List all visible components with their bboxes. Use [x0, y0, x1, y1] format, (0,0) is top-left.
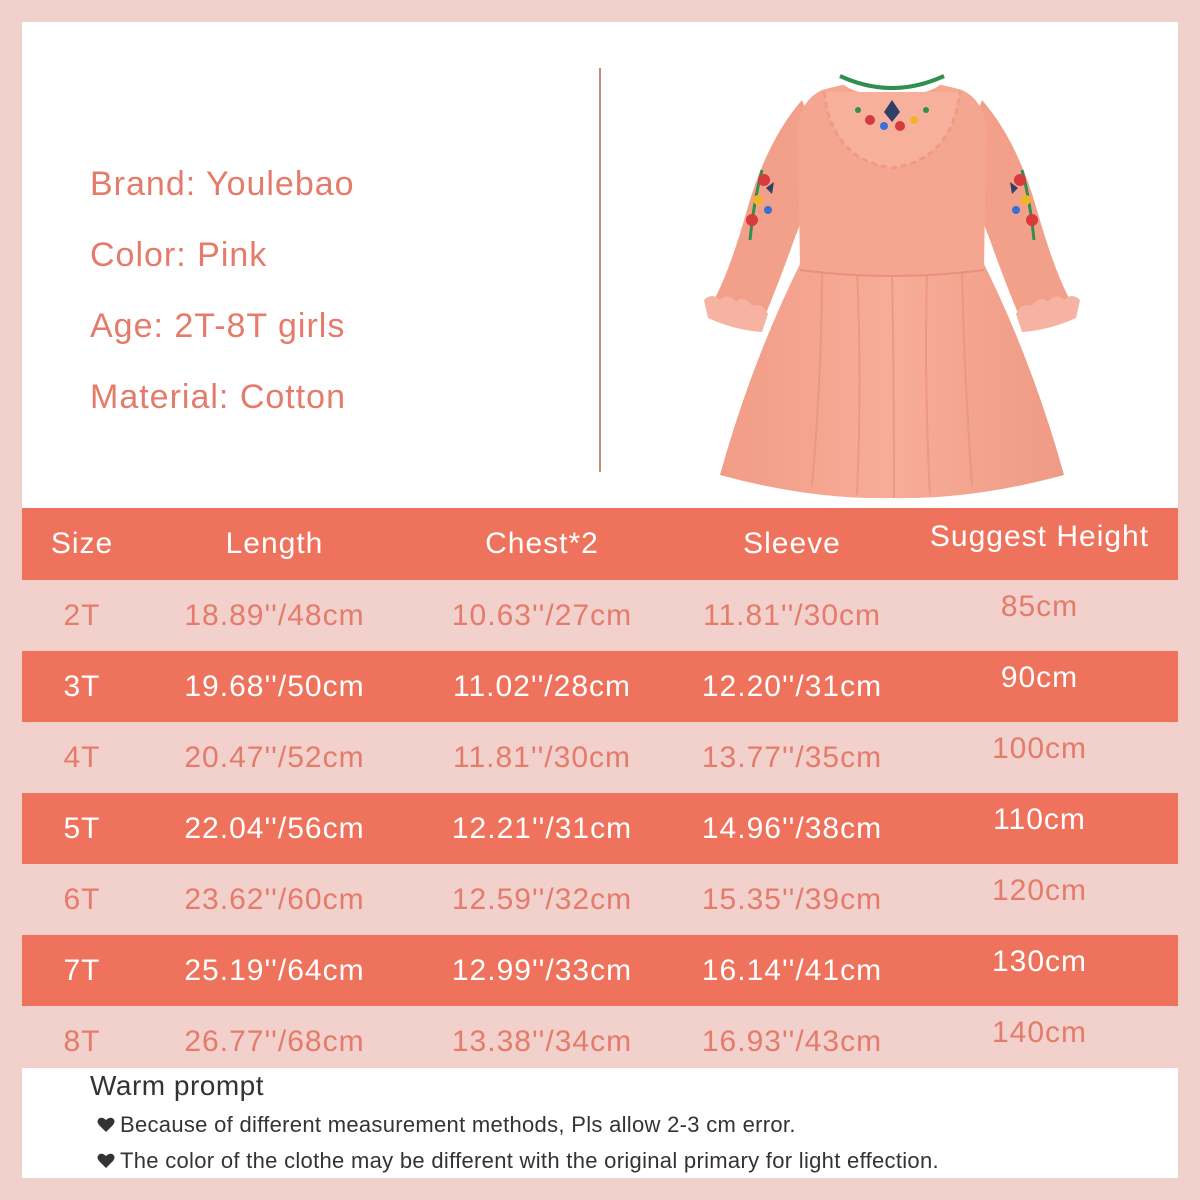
- cell-sleeve: 12.20''/31cm: [701, 669, 883, 703]
- notes-title: Warm prompt: [90, 1070, 265, 1101]
- cell-sleeve: 16.14''/41cm: [701, 953, 883, 987]
- note-text: Because of different measurement methods, Pls allow 2-3 cm error.: [120, 1112, 796, 1137]
- cell-sleeve: 14.96''/38cm: [701, 811, 883, 845]
- cell-chest: 11.81''/30cm: [453, 740, 631, 774]
- cell-size: 2T: [63, 598, 101, 632]
- header-chest: Chest*2: [485, 527, 599, 560]
- product-image: [672, 30, 1112, 500]
- cell-height: 100cm: [991, 732, 1088, 765]
- table-row: [22, 864, 1178, 935]
- cell-chest: 13.38''/34cm: [451, 1024, 633, 1058]
- note-text: The color of the clothe may be different with the original primary for light effection.: [120, 1148, 939, 1173]
- cell-length: 25.19''/64cm: [184, 953, 365, 987]
- cell-sleeve: 16.93''/43cm: [701, 1024, 883, 1058]
- cell-length: 18.89''/48cm: [184, 598, 365, 632]
- cell-sleeve: 11.81''/30cm: [703, 598, 881, 632]
- cell-chest: 12.99''/33cm: [451, 953, 633, 987]
- cell-length: 22.04''/56cm: [184, 811, 365, 845]
- cell-size: 8T: [63, 1024, 101, 1058]
- cell-height: 90cm: [1000, 661, 1079, 694]
- header-size: Size: [50, 527, 114, 560]
- cell-length: 26.77''/68cm: [184, 1024, 365, 1058]
- cell-height: 130cm: [991, 945, 1088, 978]
- cell-height: 110cm: [993, 803, 1086, 836]
- table-row: [22, 1006, 1178, 1077]
- cell-length: 19.68''/50cm: [184, 669, 365, 703]
- cell-size: 7T: [63, 953, 101, 987]
- cell-size: 4T: [63, 740, 101, 774]
- cell-chest: 10.63''/27cm: [451, 598, 633, 632]
- note-line: [96, 1112, 796, 1138]
- table-row: [22, 935, 1178, 1006]
- info-color: Color: Pink: [90, 236, 268, 274]
- table-row: [22, 722, 1178, 793]
- heart-icon: [96, 1151, 116, 1171]
- table-row: [22, 580, 1178, 651]
- cell-size: 5T: [63, 811, 101, 845]
- info-brand: Brand: Youlebao: [90, 165, 355, 203]
- cell-chest: 12.21''/31cm: [451, 811, 633, 845]
- info-material: Material: Cotton: [90, 378, 346, 416]
- cell-sleeve: 13.77''/35cm: [701, 740, 883, 774]
- note-line: [96, 1148, 939, 1174]
- header-length: Length: [225, 527, 324, 560]
- cell-chest: 12.59''/32cm: [451, 882, 633, 916]
- cell-length: 23.62''/60cm: [184, 882, 365, 916]
- header-sleeve: Sleeve: [743, 527, 841, 560]
- cell-height: 85cm: [1000, 590, 1079, 623]
- product-info-panel: [22, 22, 1178, 508]
- table-row: [22, 651, 1178, 722]
- cell-height: 120cm: [991, 874, 1088, 907]
- cell-size: 3T: [63, 669, 101, 703]
- size-table: [22, 508, 1178, 1077]
- cell-size: 6T: [63, 882, 101, 916]
- table-row: [22, 793, 1178, 864]
- pink-dress-illustration: [672, 30, 1112, 500]
- table-header-row: [22, 508, 1178, 580]
- info-age: Age: 2T-8T girls: [90, 307, 346, 345]
- cell-sleeve: 15.35''/39cm: [701, 882, 883, 916]
- header-height: Suggest Height: [929, 520, 1150, 553]
- divider: [599, 68, 601, 472]
- warm-prompt-notes: [22, 1068, 1178, 1178]
- cell-chest: 11.02''/28cm: [453, 669, 631, 703]
- cell-length: 20.47''/52cm: [184, 740, 365, 774]
- heart-icon: [96, 1115, 116, 1135]
- product-info-list: [90, 162, 355, 446]
- cell-height: 140cm: [991, 1016, 1088, 1049]
